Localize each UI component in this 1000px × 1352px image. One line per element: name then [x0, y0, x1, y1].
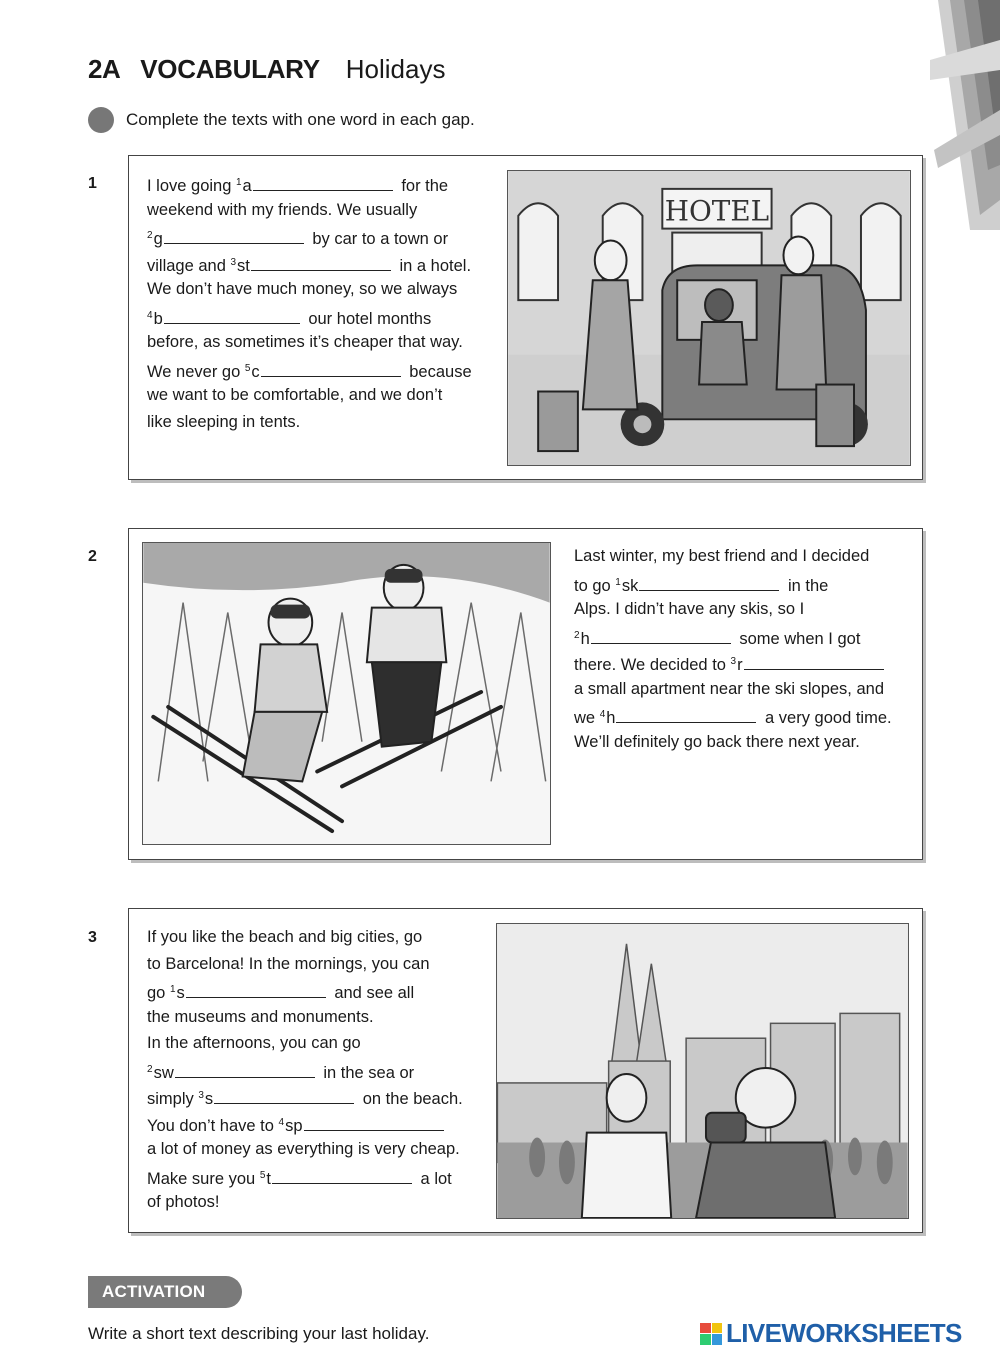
- line-text: we want to be comfortable, and we don’t: [147, 386, 443, 404]
- gap-letters: s: [204, 1090, 214, 1108]
- gap-letters: sp: [285, 1116, 303, 1135]
- line-text: Alps. I didn’t have any skis, so I: [574, 600, 805, 618]
- gap-letters: h: [580, 629, 590, 648]
- gap-number: 1: [169, 984, 176, 995]
- line-text: the museums and monuments.: [147, 1007, 374, 1026]
- line-text: a lot: [415, 1169, 452, 1188]
- text-line: [147, 170, 472, 197]
- answer-gap[interactable]: [175, 1062, 315, 1078]
- answer-gap[interactable]: [744, 654, 884, 670]
- activation-label: ACTIVATION: [88, 1276, 242, 1308]
- line-text: Make sure you: [147, 1169, 260, 1188]
- text-line: [147, 1136, 463, 1163]
- text-line: [147, 1083, 463, 1110]
- activation-prompt: Write a short text describing your last holiday.: [88, 1324, 430, 1343]
- answer-gap[interactable]: [253, 175, 393, 191]
- line-text: by car to a town or: [307, 230, 449, 248]
- line-text: We’ll definitely go back there next year.: [574, 732, 860, 751]
- line-text: We don’t have much money, so we always: [147, 280, 458, 298]
- exercise-2-text: [574, 543, 892, 755]
- line-text: a very good time.: [760, 709, 892, 727]
- exercise-number: 3: [88, 929, 97, 946]
- unit-code: 2A: [88, 54, 121, 84]
- answer-gap[interactable]: [164, 228, 304, 244]
- line-text: If you like the beach and big cities, go: [147, 928, 423, 946]
- line-text: like sleeping in tents.: [147, 412, 301, 431]
- ski-illustration: [142, 542, 551, 845]
- text-line: [147, 1163, 463, 1190]
- gap-number: 5: [244, 362, 251, 374]
- text-line: [574, 729, 892, 756]
- text-line: [574, 543, 892, 570]
- text-line: [147, 303, 472, 330]
- gap-letters: st: [237, 256, 250, 275]
- answer-gap[interactable]: [591, 628, 731, 644]
- line-text: go: [147, 984, 170, 1002]
- gap-number: 4: [278, 1116, 285, 1128]
- gap-letters: t: [266, 1169, 271, 1188]
- line-text: village and: [147, 256, 231, 275]
- gap-number: 1: [615, 576, 621, 588]
- answer-gap[interactable]: [186, 982, 326, 998]
- hotel-sign: HOTEL: [664, 194, 770, 228]
- gap-number: 3: [230, 256, 237, 268]
- line-text: in a hotel.: [394, 256, 472, 275]
- brand-text: LIVEWORKSHEETS: [726, 1318, 962, 1348]
- text-line: [147, 329, 472, 356]
- exercise-1-text: [147, 170, 472, 435]
- text-line: [147, 223, 472, 250]
- line-text: to go: [574, 576, 616, 595]
- gap-letters: s: [176, 984, 185, 1002]
- line-text: to Barcelona! In the mornings, you can: [147, 954, 430, 973]
- gap-letters: r: [737, 656, 743, 674]
- line-text: You don’t have to: [147, 1116, 279, 1135]
- answer-gap[interactable]: [214, 1088, 354, 1104]
- exercise-3-text: [147, 924, 463, 1216]
- text-line: [147, 1004, 463, 1031]
- line-text: of photos!: [147, 1193, 220, 1211]
- bullet-icon: [88, 107, 114, 133]
- gap-number: 3: [730, 656, 737, 667]
- line-text: in the sea or: [318, 1063, 415, 1082]
- instruction-text: Complete the texts with one word in each gap.: [126, 110, 475, 129]
- line-text: on the beach.: [358, 1090, 463, 1108]
- gap-letters: a: [242, 177, 252, 195]
- liveworksheets-logo-icon: [700, 1323, 722, 1345]
- gap-number: 5: [259, 1169, 266, 1181]
- topic-title: Holidays: [345, 54, 446, 84]
- gap-number: 2: [147, 230, 153, 241]
- answer-gap[interactable]: [304, 1115, 444, 1131]
- line-text: weekend with my friends. We usually: [147, 200, 418, 219]
- gap-letters: sw: [153, 1063, 174, 1082]
- line-text: in the: [783, 576, 829, 595]
- text-line: [574, 702, 892, 729]
- text-line: [147, 977, 463, 1004]
- line-text: some when I got: [734, 629, 861, 648]
- answer-gap[interactable]: [251, 255, 391, 271]
- line-text: we: [574, 709, 600, 727]
- barcelona-illustration: [496, 923, 909, 1219]
- answer-gap[interactable]: [164, 308, 300, 324]
- text-line: [574, 570, 892, 597]
- gap-letters: g: [153, 230, 163, 248]
- gap-number: 2: [147, 1063, 153, 1075]
- answer-gap[interactable]: [261, 361, 401, 377]
- gap-number: 4: [599, 709, 606, 720]
- exercise-number: 2: [88, 548, 97, 565]
- gap-number: 4: [147, 309, 153, 321]
- text-line: [147, 276, 472, 303]
- line-text: a lot of money as everything is very cheap.: [147, 1140, 460, 1158]
- text-line: [147, 924, 463, 951]
- gap-letters: b: [153, 309, 163, 328]
- gap-letters: sk: [621, 576, 639, 595]
- gap-number: 3: [198, 1090, 204, 1101]
- line-text: I love going: [147, 177, 236, 195]
- line-text: Last winter, my best friend and I decided: [574, 547, 870, 565]
- line-text: a small apartment near the ski slopes, and: [574, 679, 884, 698]
- line-text: In the afternoons, you can go: [147, 1034, 361, 1052]
- text-line: [147, 1189, 463, 1216]
- text-line: [147, 1110, 463, 1137]
- text-line: [147, 1030, 463, 1057]
- hotel-illustration: [507, 170, 911, 466]
- exercise-number: 1: [88, 175, 97, 192]
- line-text: our hotel months: [303, 309, 432, 328]
- text-line: [147, 250, 472, 277]
- gap-number: 2: [574, 629, 580, 641]
- line-text: for the: [396, 177, 449, 195]
- text-line: [147, 409, 472, 436]
- line-text: because: [404, 362, 472, 381]
- gap-letters: c: [251, 362, 260, 381]
- page-header: [88, 54, 445, 85]
- section-title: VOCABULARY: [140, 54, 320, 84]
- text-line: [147, 951, 463, 978]
- answer-gap[interactable]: [639, 575, 779, 591]
- text-line: [147, 1057, 463, 1084]
- answer-gap[interactable]: [616, 707, 756, 723]
- gap-letters: h: [606, 709, 616, 727]
- liveworksheets-watermark: [700, 1318, 962, 1349]
- text-line: [574, 623, 892, 650]
- answer-gap[interactable]: [272, 1168, 412, 1184]
- line-text: We never go: [147, 362, 245, 381]
- text-line: [574, 676, 892, 703]
- text-line: [574, 649, 892, 676]
- line-text: there. We decided to: [574, 656, 731, 674]
- text-line: [147, 197, 472, 224]
- instruction: [88, 107, 475, 133]
- gap-number: 1: [235, 177, 242, 188]
- line-text: and see all: [329, 984, 415, 1002]
- text-line: [574, 596, 892, 623]
- line-text: simply: [147, 1090, 199, 1108]
- text-line: [147, 382, 472, 409]
- text-line: [147, 356, 472, 383]
- line-text: before, as sometimes it’s cheaper that way.: [147, 333, 463, 351]
- corner-decoration: [930, 0, 1000, 230]
